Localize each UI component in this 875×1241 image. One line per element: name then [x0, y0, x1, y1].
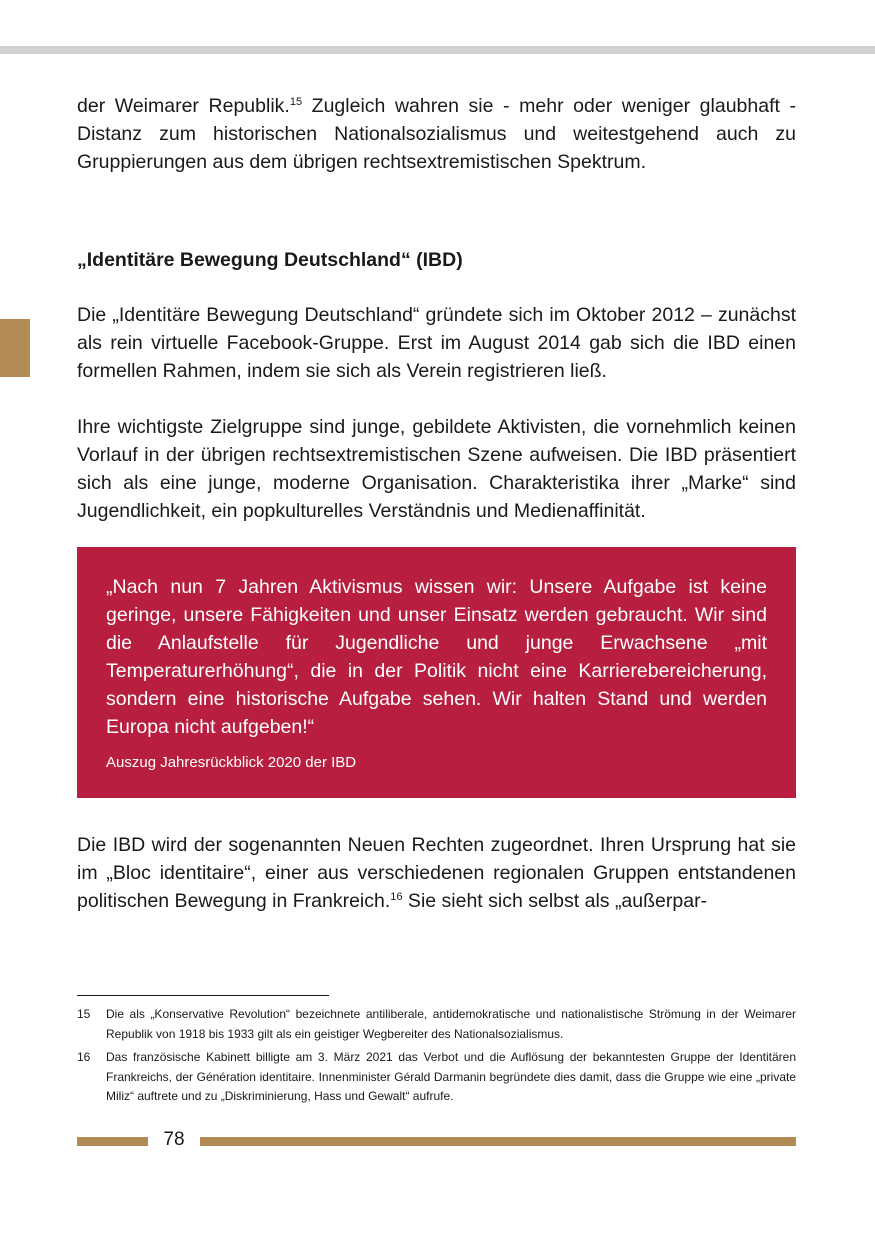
section-heading: „Identitäre Bewegung Deutschland“ (IBD) [77, 249, 463, 271]
paragraph-founding: Die „Identitäre Bewegung Deutschland“ gründete sich im Oktober 2012 – zunächst als rein virtuelle Facebook-Gruppe. Erst im August 2014 gab sich die IBD einen formellen Rahmen, indem sie sich als Verein registrieren ließ. [77, 304, 796, 382]
footnote-item [77, 1048, 796, 1107]
quote-text: „Nach nun 7 Jahren Aktivismus wissen wir: Unsere Aufgabe ist keine geringe, unsere Fähigkeiten und unser Einsatz werden gebraucht. Wir sind die Anlaufstelle für Jugendliche und junge Erwachsene „mit Temperaturerhöhung“, die in der Politik nicht eine Karrierebereicherung, sondern eine historische Aufgabe sehen. Wir halten Stand und werden Europa nicht aufgeben!“ [106, 576, 767, 738]
footnote-number: 15 [77, 1007, 91, 1021]
page-footer-bar-left [77, 1137, 148, 1146]
quote-box [77, 547, 796, 798]
page-number: 78 [163, 1129, 185, 1150]
paragraph-intro-text: der Weimarer Republik. [77, 95, 290, 117]
footnote-item [77, 1005, 796, 1044]
paragraph-target-group: Ihre wichtigste Zielgruppe sind junge, gebildete Aktivisten, die vornehmlich keinen Vorlauf in der übrigen rechtsextremistischen Szene aufweisen. Die IBD präsentiert sich als eine junge, moderne Organisation. Charakteristika ihrer „Marke“ sind Jugendlichkeit, ein popkulturelles Verständnis und Medienaffinität. [77, 416, 796, 522]
footnote-text: Die als „Konservative Revolution“ bezeichnete antiliberale, antidemokratische und nationalistische Strömung in der Weimarer Republik von 1918 bis 1933 gilt als ein geistiger Wegbereiter des Nationalsozialismus. [106, 1007, 796, 1041]
quote-source: Auszug Jahresrückblick 2020 der IBD [106, 754, 357, 771]
footnote-separator [77, 995, 329, 996]
chapter-side-tab [0, 319, 30, 377]
footnote-number: 16 [77, 1050, 91, 1064]
paragraph-intro-continuation: Zugleich wahren sie - mehr oder weniger glaubhaft - Distanz zum historischen Nationalsozialismus und weitestgehend auch zu Gruppierungen aus dem übrigen rechtsextremistischen Spektrum. [77, 95, 796, 173]
top-rule [0, 46, 875, 54]
footnote-text: Das französische Kabinett billigte am 3. März 2021 das Verbot und die Auflösung der bekanntesten Gruppe der Identitären Frankreichs, der Génération identitaire. Innenminister Gérald Darmanin begründete dies damit, dass die Gruppe wie eine „private Miliz“ auftrete und zu „Diskriminierung, Hass und Gewalt“ aufrufe. [106, 1050, 796, 1103]
paragraph-origin [77, 831, 796, 915]
page-content [77, 92, 796, 915]
paragraph-origin-text: Die IBD wird der sogenannten Neuen Rechten zugeordnet. Ihren Ursprung hat sie im „Bloc identitaire“, einer aus verschiedenen regionalen Gruppen entstandenen politischen Bewegung in Frankreich. [77, 834, 796, 912]
paragraph-origin-continuation: Sie sieht sich selbst als „außerpar- [402, 890, 708, 912]
footnotes [77, 1005, 796, 1107]
footnote-reference-16[interactable]: 16 [390, 891, 403, 903]
footnote-reference-15[interactable]: 15 [289, 96, 303, 108]
page-footer-bar-right [200, 1137, 796, 1146]
paragraph-intro [77, 92, 796, 176]
